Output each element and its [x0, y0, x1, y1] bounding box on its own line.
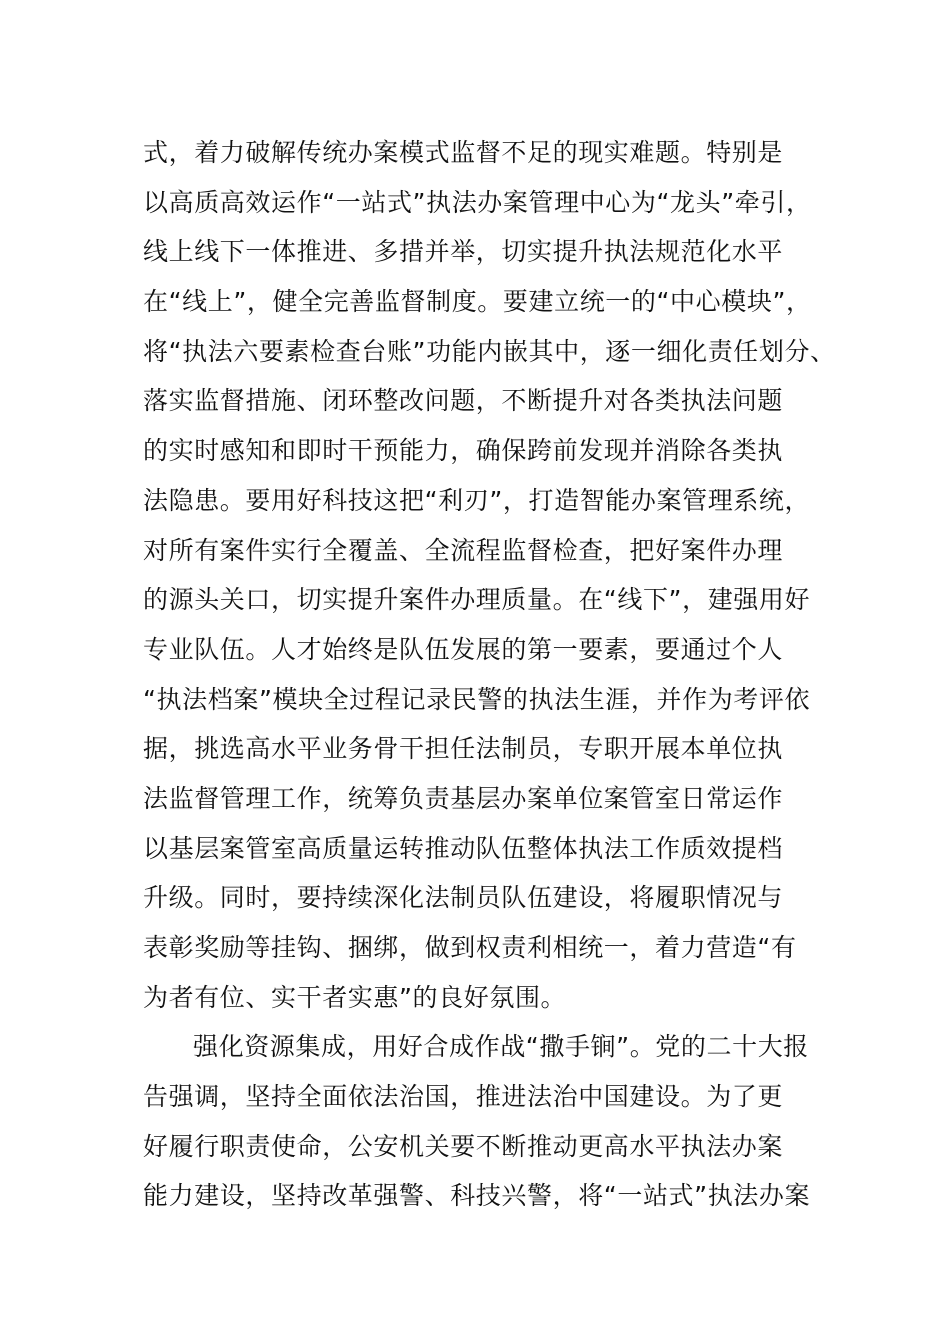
text-line: 将“执法六要素检查台账”功能内嵌其中，逐一细化责任划分、 [143, 336, 836, 366]
text-line: 式，着力破解传统办案模式监督不足的现实难题。特别是 [143, 138, 784, 167]
text-line: 为者有位、实干者实惠”的良好氛围。 [143, 982, 567, 1012]
text-line: 法监督管理工作，统筹负责基层办案单位案管室日常运作 [143, 783, 784, 813]
text-line: 据，挑选高水平业务骨干担任法制员，专职开展本单位执 [143, 734, 784, 764]
text-line: “执法档案”模块全过程记录民警的执法生涯，并作为考评依 [143, 684, 811, 714]
text-line: 专业队伍。人才始终是队伍发展的第一要素，要通过个人 [143, 634, 784, 664]
text-line: 告强调，坚持全面依法治国，推进法治中国建设。为了更 [143, 1082, 784, 1112]
text-line: 法隐患。要用好科技这把“利刃”，打造智能办案管理系统， [143, 485, 811, 515]
text-line: 以高质高效运作“一站式”执法办案管理中心为“龙头”牵引， [143, 187, 812, 217]
text-line: 升级。同时，要持续深化法制员队伍建设，将履职情况与 [143, 883, 784, 913]
text-line: 落实监督措施、闭环整改问题，不断提升对各类执法问题 [143, 386, 784, 416]
text-line: 线上线下一体推进、多措并举，切实提升执法规范化水平 [143, 237, 784, 267]
text-line: 的源头关口，切实提升案件办理质量。在“线下”，建强用好 [143, 585, 811, 615]
paragraph-first-line: 强化资源集成，用好合成作战“撒手锏”。党的二十大报 [193, 1032, 809, 1062]
text-line: 以基层案管室高质量运转推动队伍整体执法工作质效提档 [143, 833, 784, 863]
text-line: 好履行职责使命，公安机关要不断推动更高水平执法办案 [143, 1131, 784, 1161]
text-line: 在“线上”，健全完善监督制度。要建立统一的“中心模块”， [143, 287, 812, 317]
text-line: 的实时感知和即时干预能力，确保跨前发现并消除各类执 [143, 436, 784, 466]
text-line: 对所有案件实行全覆盖、全流程监督检查，把好案件办理 [143, 535, 784, 565]
text-line: 能力建设，坚持改革强警、科技兴警，将“一站式”执法办案 [143, 1181, 811, 1211]
document-body [143, 128, 836, 1221]
text-line: 表彰奖励等挂钩、捆绑，做到权责利相统一，着力营造“有 [143, 933, 797, 962]
